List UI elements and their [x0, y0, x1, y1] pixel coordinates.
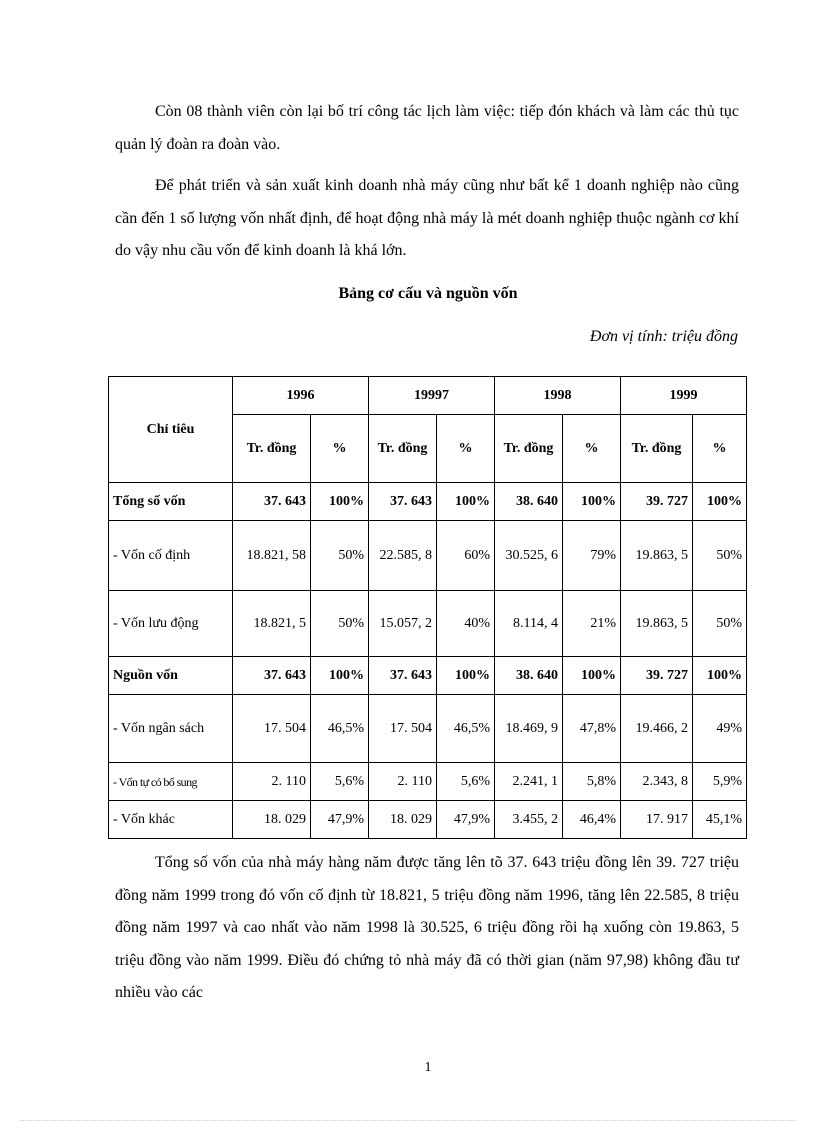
table-cell: 47,9%	[437, 801, 495, 839]
row-label: - Vốn tự có bổ sung	[109, 763, 233, 801]
table-title: Bảng cơ cấu và nguồn vốn	[338, 285, 518, 302]
table-cell: 47,8%	[563, 695, 621, 763]
row-label: - Vốn khác	[109, 801, 233, 839]
row-label: Tổng số vốn	[109, 483, 233, 521]
table-cell: 30.525, 6	[495, 521, 563, 591]
row-label: Nguồn vốn	[109, 657, 233, 695]
table-cell: 17. 504	[369, 695, 437, 763]
table-cell: 39. 727	[621, 657, 693, 695]
table-cell: 50%	[311, 591, 369, 657]
table-cell: 5,9%	[693, 763, 747, 801]
footer-divider	[20, 1120, 796, 1121]
subheader-value: Tr. đồng	[233, 415, 311, 483]
table-cell: 38. 640	[495, 657, 563, 695]
table-cell: 37. 643	[369, 483, 437, 521]
table-cell: 38. 640	[495, 483, 563, 521]
table-cell: 46,4%	[563, 801, 621, 839]
paragraph-capital-analysis: Tổng số vốn của nhà máy hàng năm được tăng lên tõ 37. 643 triệu đồng lên 39. 727 triệu đồng năm 1999 trong đó vốn cố định từ 18.821, 5 triệu đồng năm 1996, tăng lên 22.585, 8 triệu đồng năm 1997 và cao nhất vào năm 1998 là 30.525, 6 triệu đồng rồi hạ xuống còn 19.863, 5 triệu đồng vào năm 1999. Điều đó chứng tỏ nhà máy đã có thời gian (năm 97,98) không đầu tư nhiều vào các	[115, 854, 739, 1001]
table-cell: 21%	[563, 591, 621, 657]
table-cell: 19.466, 2	[621, 695, 693, 763]
table-cell: 17. 917	[621, 801, 693, 839]
table-cell: 60%	[437, 521, 495, 591]
table-cell: 50%	[693, 521, 747, 591]
table-row	[109, 483, 747, 521]
table-cell: 79%	[563, 521, 621, 591]
paragraph-staff-roles: Còn 08 thành viên còn lại bố trí công tác lịch làm việc: tiếp đón khách và làm các thủ tục quản lý đoàn ra đoàn vào.	[115, 103, 739, 153]
table-cell: 100%	[311, 657, 369, 695]
year-header: 1998	[495, 377, 621, 415]
table-cell: 100%	[437, 483, 495, 521]
table-cell: 37. 643	[233, 657, 311, 695]
row-label: - Vốn lưu động	[109, 591, 233, 657]
table-cell: 100%	[563, 657, 621, 695]
table-cell: 8.114, 4	[495, 591, 563, 657]
table-cell: 5,6%	[311, 763, 369, 801]
year-header: 19997	[369, 377, 495, 415]
year-header: 1996	[233, 377, 369, 415]
table-cell: 100%	[437, 657, 495, 695]
subheader-value: Tr. đồng	[495, 415, 563, 483]
table-cell: 19.863, 5	[621, 591, 693, 657]
table-cell: 18.821, 58	[233, 521, 311, 591]
subheader-value: Tr. đồng	[621, 415, 693, 483]
table-cell: 100%	[693, 657, 747, 695]
table-cell: 2. 110	[369, 763, 437, 801]
table-cell: 2. 110	[233, 763, 311, 801]
table-cell: 50%	[311, 521, 369, 591]
table-row	[109, 591, 747, 657]
table-cell: 100%	[311, 483, 369, 521]
table-cell: 17. 504	[233, 695, 311, 763]
table-row	[109, 763, 747, 801]
subheader-percent: %	[311, 415, 369, 483]
table-cell: 22.585, 8	[369, 521, 437, 591]
subheader-percent: %	[437, 415, 495, 483]
table-row	[109, 521, 747, 591]
table-cell: 46,5%	[311, 695, 369, 763]
corner-header: Chỉ tiêu	[109, 377, 233, 483]
table-cell: 50%	[693, 591, 747, 657]
subheader-value: Tr. đồng	[369, 415, 437, 483]
table-cell: 45,1%	[693, 801, 747, 839]
table-cell: 18.821, 5	[233, 591, 311, 657]
table-cell: 2.241, 1	[495, 763, 563, 801]
table-cell: 18. 029	[369, 801, 437, 839]
table-cell: 49%	[693, 695, 747, 763]
table-cell: 19.863, 5	[621, 521, 693, 591]
table-cell: 15.057, 2	[369, 591, 437, 657]
table-cell: 100%	[563, 483, 621, 521]
page-number: 1	[424, 1060, 432, 1075]
table-cell: 37. 643	[233, 483, 311, 521]
table-cell: 37. 643	[369, 657, 437, 695]
table-cell: 40%	[437, 591, 495, 657]
table-cell: 39. 727	[621, 483, 693, 521]
paragraph-capital-need: Để phát triển và sản xuất kinh doanh nhà máy cũng như bất kể 1 doanh nghiệp nào cũng cần đến 1 số lượng vốn nhất định, để hoạt động nhà máy là mét doanh nghiệp thuộc ngành cơ khí do vậy nhu cầu vốn để kinh doanh là khá lớn.	[115, 177, 739, 259]
subheader-percent: %	[563, 415, 621, 483]
year-header: 1999	[621, 377, 747, 415]
row-label: - Vốn cố định	[109, 521, 233, 591]
table-cell: 5,6%	[437, 763, 495, 801]
subheader-percent: %	[693, 415, 747, 483]
unit-note: Đơn vị tính: triệu đồng	[589, 328, 738, 345]
table-row	[109, 801, 747, 839]
table-cell: 3.455, 2	[495, 801, 563, 839]
table-cell: 100%	[693, 483, 747, 521]
table-row	[109, 695, 747, 763]
table-cell: 5,8%	[563, 763, 621, 801]
table-cell: 2.343, 8	[621, 763, 693, 801]
table-cell: 18.469, 9	[495, 695, 563, 763]
table-cell: 18. 029	[233, 801, 311, 839]
row-label: - Vốn ngân sách	[109, 695, 233, 763]
table-cell: 46,5%	[437, 695, 495, 763]
table-row	[109, 657, 747, 695]
capital-structure-table	[108, 376, 747, 839]
table-cell: 47,9%	[311, 801, 369, 839]
